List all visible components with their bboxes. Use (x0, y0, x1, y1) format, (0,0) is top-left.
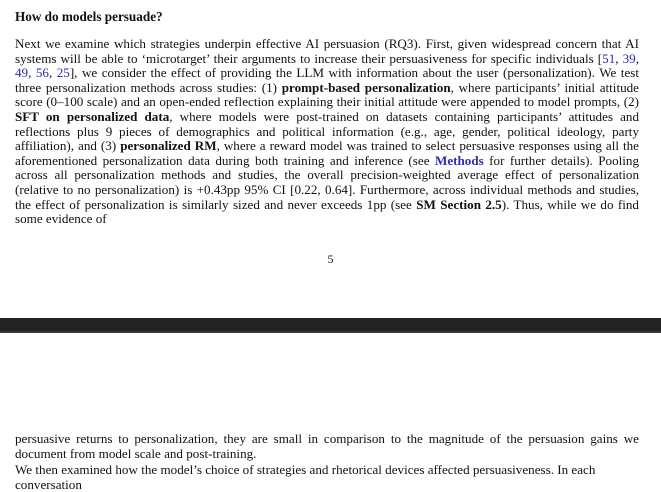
page-break-edge (0, 331, 661, 333)
text-s7: ). Thus, while we do find some evidence of (15, 196, 639, 227)
citation-25[interactable]: 25 (56, 65, 70, 81)
next-paragraph-cutoff: We then examined how the model’s choice of strategies and rhetorical devices affected persuasiveness. In each conversation (15, 462, 596, 492)
text-s3: , where participants’ initial attitude score (0–100 scale) and an open-ended reflection explaining their initial attitude were appended to model prompts, (2) (15, 79, 639, 110)
citation-39[interactable]: 39 (622, 50, 636, 66)
text-s1: Next we examine which strategies underpin effective AI persuasion (RQ3). First, given widespread concern that AI systems will be able to ‘microtarget’ their arguments to increase their persuasiveness for specific individuals [ (15, 36, 639, 66)
body-paragraph: Next we examine which strategies underpin effective AI persuasion (RQ3). First, given widespread concern that AI systems will be able to ‘microtarget’ their arguments to increase their persuasiveness for specific individuals [51, 39, 49, 56, 25], we consider the effect of providing the LLM with information about the user (personalization). We test three personalization methods across studies: (1) prompt-based personalization, where participants’ initial attitude score (0–100 scale) and an open-ended reflection explaining their initial attitude were appended to model prompts, (2) SFT on personalized data, where models were post-trained on datasets containing participants’ attitudes and reflections plus 9 pieces of demographics and political information (e.g., age, gender, political ideology, party affiliation), and (3) personalized RM, where a reward model was trained to select persuasive responses using all the aforementioned personalization data during both training and inference (see Methods for further details). Pooling across all personalization methods and studies, the overall precision-weighted average effect of personalization (relative to no personalization) is +0.43pp 95% CI [0.22, 0.64]. Furthermore, across individual methods and studies, the effect of personalization is similarly sized and never exceeds 1pp (see SM Section 2.5). Thus, while we do find some evidence of (15, 36, 640, 227)
citation-49[interactable]: 49 (15, 65, 29, 81)
method-personalized-rm: personalized RM (120, 138, 217, 154)
text-s6: for further details). Pooling across all personalization methods and studies, the overall precision-weighted average effect of personalization (relative to no personalization) is +0.43pp 95% CI [0.22, 0.64]. Furthermore, across individual methods and studies, the effect of personalization is similarly sized and never exceeds 1pp (see (15, 152, 640, 212)
text-s4: , where models were post-trained on datasets containing participants’ attitudes and reflections plus 9 pieces of demographics and political information (e.g., age, gender, political ideology, party affiliation), and (3) (15, 108, 639, 154)
methods-link[interactable]: Methods (434, 152, 484, 168)
text-s2: ], we consider the effect of providing the LLM with information about the user (personalization). We test three personalization methods across studies: (1) (15, 65, 639, 95)
sm-section-ref: SM Section 2.5 (416, 196, 502, 212)
text-s5: , where a reward model was trained to select persuasive responses using all the aforementioned personalization data during both training and inference (see (15, 138, 639, 168)
method-prompt-based: prompt-based personalization (281, 79, 451, 95)
citation-51[interactable]: 51 (602, 50, 616, 66)
continuation-paragraph: persuasive returns to personalization, they are small in comparison to the magnitude of the persuasion gains we document from model scale and post-training. (15, 431, 639, 461)
section-heading: How do models persuade? (15, 9, 163, 24)
page-number: 5 (327, 252, 334, 266)
citation-56[interactable]: 56 (35, 65, 49, 81)
method-sft: SFT on personalized data (15, 108, 170, 124)
